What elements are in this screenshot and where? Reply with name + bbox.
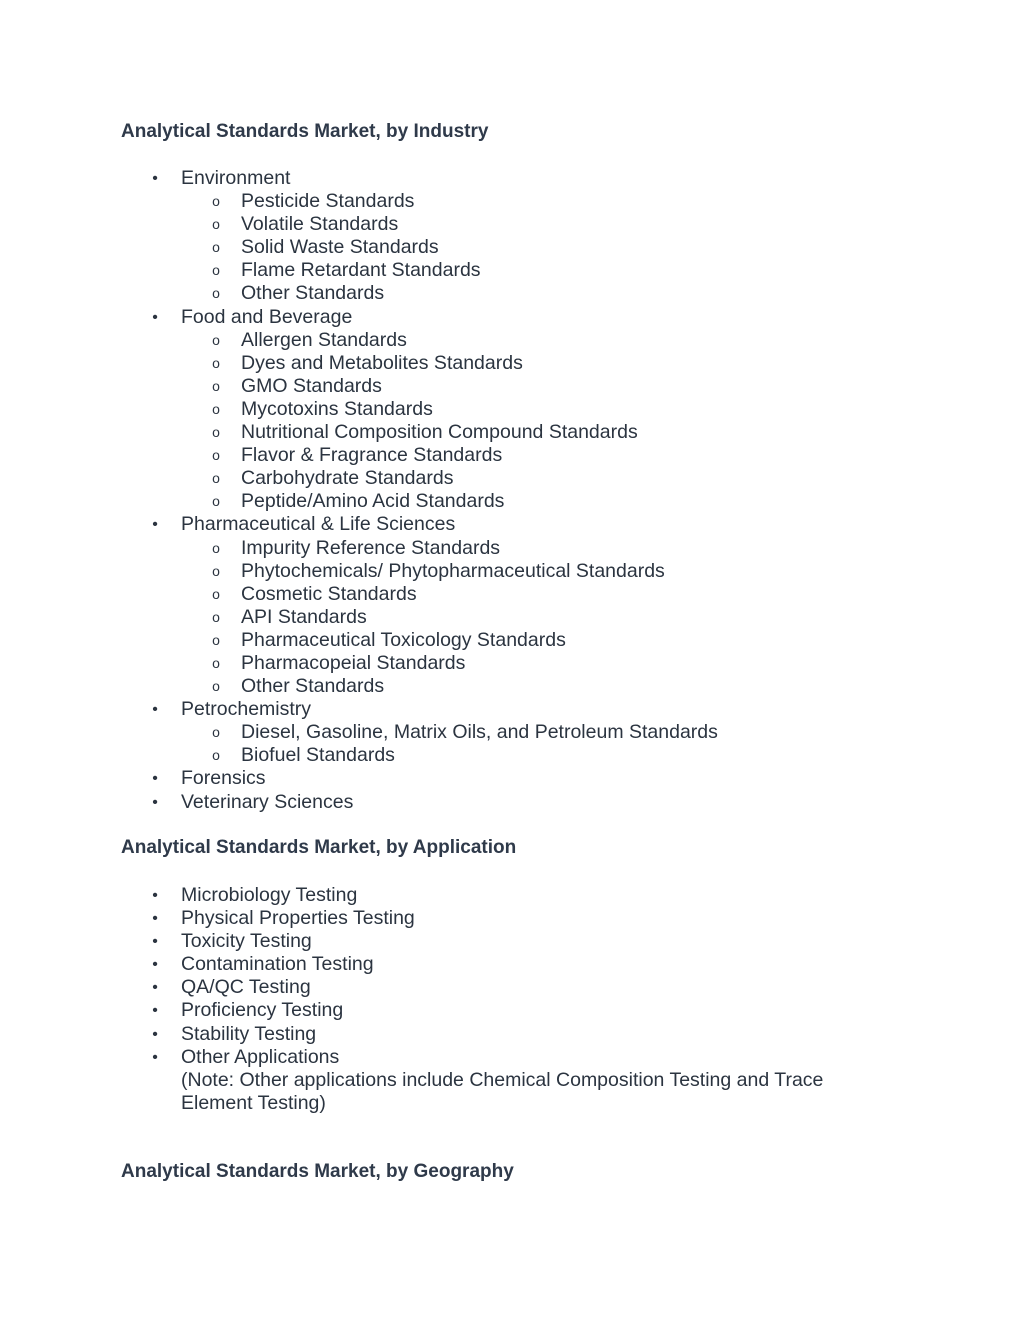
list-item-text: Toxicity Testing (181, 930, 312, 953)
list-item-text: Mycotoxins Standards (241, 397, 433, 420)
bullet-marker: • (152, 701, 158, 719)
heading-industry: Analytical Standards Market, by Industry (121, 121, 489, 142)
bullet-marker: • (152, 979, 158, 997)
heading-geography: Analytical Standards Market, by Geography (121, 1161, 514, 1182)
sub-bullet-marker: o (212, 377, 220, 394)
bullet-marker: • (152, 308, 158, 326)
sub-bullet-marker: o (212, 285, 220, 302)
sub-bullet-marker: o (212, 608, 220, 625)
sub-bullet-marker: o (212, 562, 220, 579)
sub-bullet-marker: o (212, 424, 220, 441)
list-item-text: Veterinary Sciences (181, 790, 354, 813)
bullet-marker: • (152, 956, 158, 974)
list-item-text: Physical Properties Testing (181, 907, 415, 930)
list-item-text: Element Testing) (181, 1091, 326, 1114)
bullet-marker: • (152, 516, 158, 534)
bullet-marker: • (152, 170, 158, 187)
sub-bullet-marker: o (212, 747, 220, 764)
list-item-text: Food and Beverage (181, 305, 353, 328)
sub-bullet-marker: o (212, 631, 220, 648)
list-item-text: Pharmaceutical Toxicology Standards (241, 628, 566, 651)
bullet-marker: • (152, 770, 158, 788)
sub-bullet-marker: o (212, 493, 220, 510)
sub-bullet-marker: o (212, 331, 220, 348)
list-item-text: Environment (181, 167, 291, 189)
list-item-text: Other Standards (241, 282, 385, 305)
bullet-marker: • (152, 1002, 158, 1020)
list-item-text: Stability Testing (181, 1022, 317, 1045)
list-item-text: Dyes and Metabolites Standards (241, 351, 523, 374)
sub-bullet-marker: o (212, 585, 220, 602)
list-item-text: Solid Waste Standards (241, 236, 439, 259)
list-item-text: QA/QC Testing (181, 976, 311, 999)
list-item-text: Pharmaceutical & Life Sciences (181, 513, 456, 536)
bullet-marker: • (152, 1048, 158, 1066)
list-item-text: Peptide/Amino Acid Standards (241, 490, 505, 513)
list-item-text: API Standards (241, 605, 367, 628)
list-item-text: Impurity Reference Standards (241, 536, 501, 559)
list-item-text: Microbiology Testing (181, 884, 358, 906)
heading-application: Analytical Standards Market, by Application (121, 837, 517, 858)
list-item-text: Proficiency Testing (181, 999, 344, 1022)
bullet-marker: • (152, 910, 158, 928)
sub-bullet-marker: o (212, 447, 220, 464)
list-item-text: Allergen Standards (241, 328, 407, 351)
list-item-text: Petrochemistry (181, 698, 312, 721)
list-item-text: Flame Retardant Standards (241, 259, 481, 282)
list-item-text: Cosmetic Standards (241, 582, 417, 605)
list-item-text: Diesel, Gasoline, Matrix Oils, and Petroleum Standards (241, 721, 718, 744)
list-item-text: GMO Standards (241, 374, 382, 397)
sub-bullet-marker: o (212, 239, 220, 256)
sub-bullet-marker: o (212, 539, 220, 556)
list-item-text: (Note: Other applications include Chemical Composition Testing and Trace (181, 1068, 824, 1091)
sub-bullet-marker: o (212, 654, 220, 671)
bullet-marker: • (152, 887, 158, 904)
sub-bullet-marker: o (212, 262, 220, 279)
list-item-text: Flavor & Fragrance Standards (241, 444, 503, 467)
list-item-text: Forensics (181, 767, 266, 790)
list-item-text: Biofuel Standards (241, 744, 395, 767)
sub-bullet-marker: o (212, 216, 220, 233)
list-item-text: Volatile Standards (241, 213, 399, 236)
sub-bullet-marker: o (212, 400, 220, 417)
list-item-text: Pesticide Standards (241, 190, 415, 213)
list-item-text: Pharmacopeial Standards (241, 651, 466, 674)
sub-bullet-marker: o (212, 678, 220, 695)
bullet-marker: • (152, 793, 158, 811)
bullet-marker: • (152, 933, 158, 951)
sub-bullet-marker: o (212, 470, 220, 487)
list-item-text: Other Applications (181, 1045, 340, 1068)
sub-bullet-marker: o (212, 354, 220, 371)
list-item-text: Carbohydrate Standards (241, 467, 454, 490)
list-item-text: Contamination Testing (181, 953, 374, 976)
sub-bullet-marker: o (212, 724, 220, 741)
sub-bullet-marker: o (212, 193, 220, 210)
list-item-text: Nutritional Composition Compound Standards (241, 421, 638, 444)
bullet-marker: • (152, 1025, 158, 1043)
list-item-text: Phytochemicals/ Phytopharmaceutical Standards (241, 559, 665, 582)
list-item-text: Other Standards (241, 675, 385, 698)
